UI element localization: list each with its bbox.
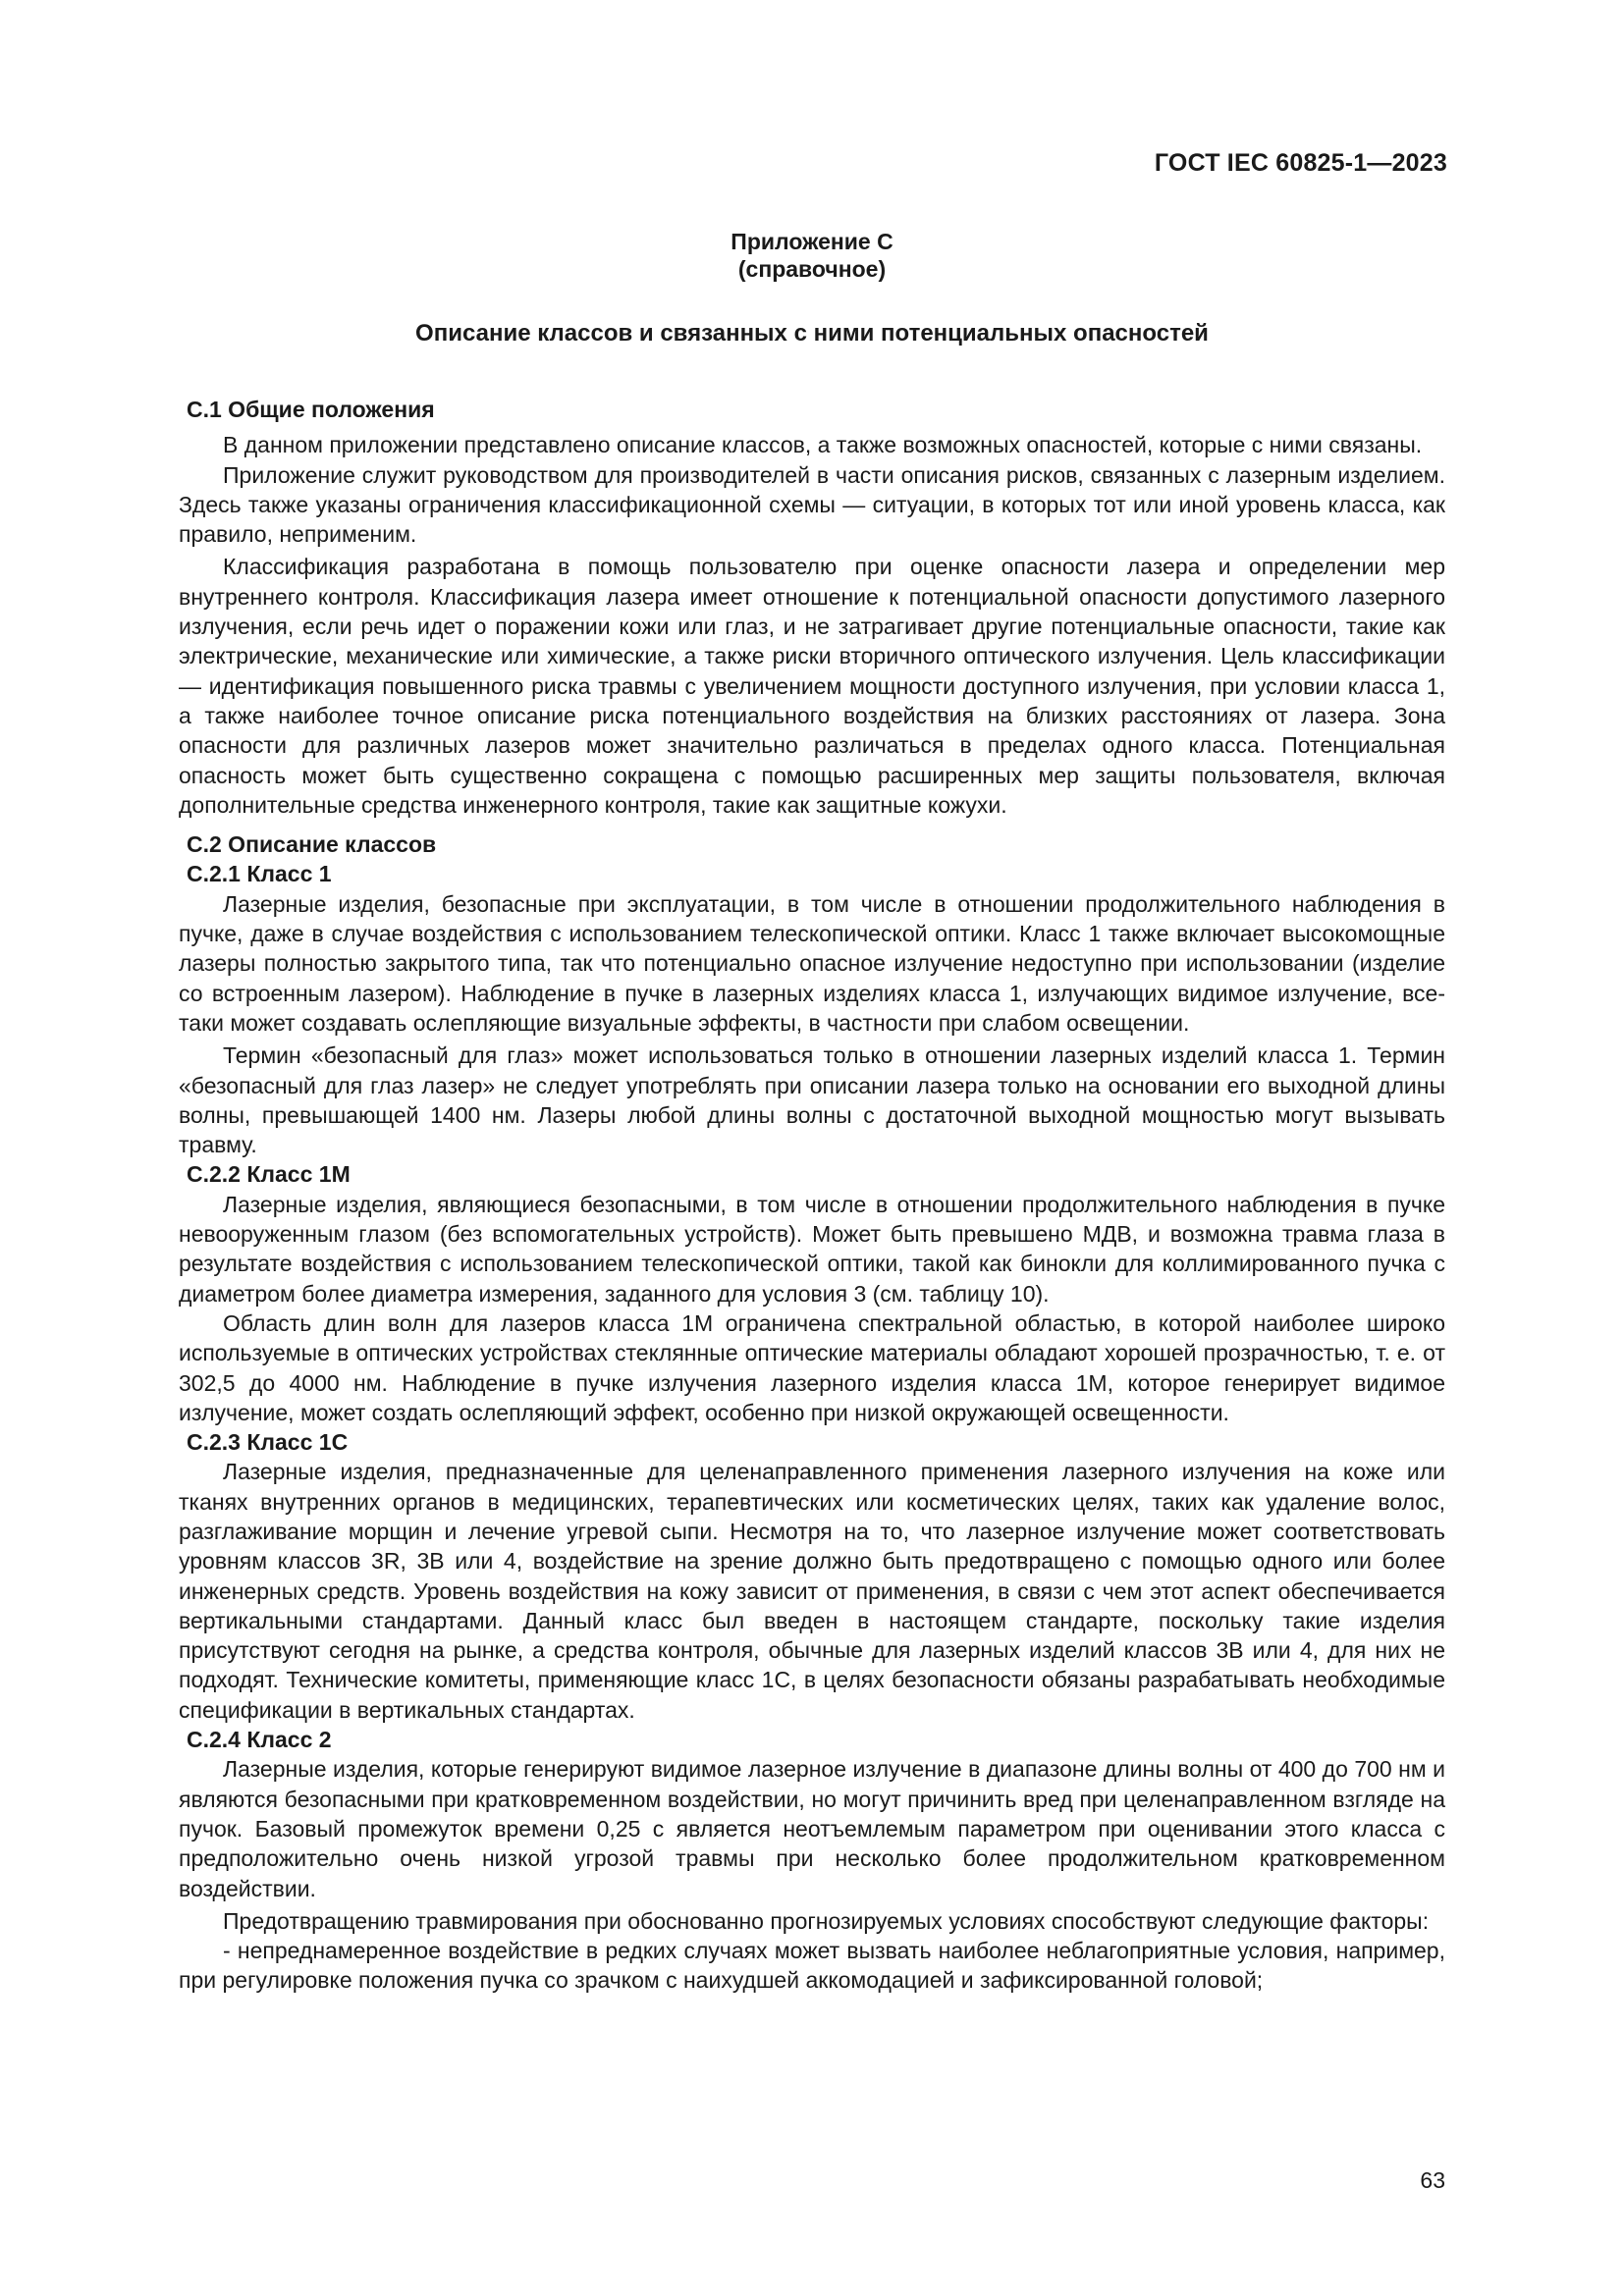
paragraph: Приложение служит руководством для производителей в части описания рисков, связанных с лазерным изделием. Здесь также указаны ограничения классификационной схемы — ситуации, в которых тот или иной уровень класса, как правило, неприменим. [179,461,1445,548]
appendix-label-block [0,228,1624,283]
document-header-id: ГОСТ IEC 60825-1—2023 [1154,149,1447,177]
paragraph: Лазерные изделия, которые генерируют видимое лазерное излучение в диапазоне длины волны от 400 до 700 нм и являются безопасными при кратковременном воздействии, но могут причинить вред при целенаправленном взгляде на пучок. Базовый промежуток времени 0,25 с является неотъемлемым параметром при оценивании этого класса с предположительно очень низкой угрозой травмы при несколько более продолжительном кратковременном воздействии. [179,1756,1445,1901]
paragraph: В данном приложении представлено описание классов, а также возможных опасностей, которые с ними связаны. [223,432,1423,458]
paragraph: Лазерные изделия, предназначенные для целенаправленного применения лазерного излучения на коже или тканях внутренних органов в медицинских, терапевтических или косметических целях, таких как удаление волос, разглаживание морщин и лечение угревой сыпи. Несмотря на то, что лазерное излучение может соответствовать уровням классов 3R, 3В или 4, воздействие на зрение должно быть предотвращено с помощью одного или более инженерных средств. Уровень воздействия на кожу зависит от применения, в связи с чем этот аспект обеспечивается вертикальными стандартами. Данный класс был введен в настоящем стандарте, поскольку такие изделия присутствуют сегодня на рынке, а средства контроля, обычные для лазерных изделий классов 3В или 4, для них не подходят. Технические комитеты, применяющие класс 1С, в целях безопасности обязаны разрабатывать необходимые спецификации в вертикальных стандартах. [179,1459,1445,1723]
page-number: 63 [1420,2167,1445,2193]
paragraph: Лазерные изделия, являющиеся безопасными, в том числе в отношении продолжительного наблюдения в пучке невооруженным глазом (без вспомогательных устройств). Может быть превышено МДВ, и возможна травма глаза в результате воздействия с использованием телескопической оптики, такой как бинокли для коллимированного пучка с диаметром более диаметра измерения, заданного для условия 3 (см. таблицу 10). [179,1191,1445,1307]
paragraph: Область длин волн для лазеров класса 1М ограничена спектральной областью, в которой наиболее широко используемые в оптических устройствах стеклянные оптические материалы обладают хорошей прозрачностью, т. е. от 302,5 до 4000 нм. Наблюдение в пучке излучения лазерного изделия класса 1М, которое генерирует видимое излучение, может создать ослепляющий эффект, особенно при низкой окружающей освещенности. [179,1309,1445,1425]
paragraph: Термин «безопасный для глаз» может использоваться только в отношении лазерных изделий класса 1. Термин «безопасный для глаз лазер» не следует употреблять при описании лазера только на основании его выходной длины волны, превышающей 1400 нм. Лазеры любой длины волны с достаточной выходной мощностью могут вызывать травму. [179,1042,1445,1158]
appendix-label: Приложение С [731,229,893,254]
document-body [179,395,1445,1996]
section-heading-c22: С.2.2 Класс 1М [187,1161,351,1188]
section-heading-c1: С.1 Общие положения [187,397,435,422]
list-item: - непреднамеренное воздействие в редких случаях может вызвать наиболее неблагоприятные условия, например, при регулировке положения пучка со зрачком с наихудшей аккомодацией и зафиксированной головой; [179,1938,1445,1994]
paragraph: Лазерные изделия, безопасные при эксплуатации, в том числе в отношении продолжительного наблюдения в пучке, даже в случае воздействия с использованием телескопической оптики. Класс 1 также включает высокомощные лазеры полностью закрытого типа, так что потенциально опасное излучение недоступно при использовании (изделие со встроенным лазером). Наблюдение в пучке в лазерных изделиях класса 1, излучающих видимое излучение, все-таки может создавать ослепляющие визуальные эффекты, в частности при слабом освещении. [179,890,1445,1036]
paragraph: Классификация разработана в помощь пользователю при оценке опасности лазера и определении мер внутреннего контроля. Классификация лазера имеет отношение к потенциальной опасности допустимого лазерного излучения, если речь идет о поражении кожи или глаз, и не затрагивает другие потенциальные опасности, такие как электрические, механические или химические, а также риски вторичного оптического излучения. Цель классификации — идентификация повышенного риска травмы с увеличением мощности доступного излучения, при условии класса 1, а также наиболее точное описание риска потенциального воздействия на близких расстояниях от лазера. Зона опасности для различных лазеров может значительно различаться в пределах одного класса. Потенциальная опасность может быть существенно сокращена с помощью расширенных мер защиты пользователя, включая дополнительные средства инженерного контроля, такие как защитные кожухи. [179,554,1445,818]
section-heading-c21: С.2.1 Класс 1 [187,861,332,887]
paragraph: Предотвращению травмирования при обоснованно прогнозируемых условиях способствуют следующие факторы: [223,1907,1430,1934]
section-heading-c23: С.2.3 Класс 1С [187,1429,349,1456]
appendix-title: Описание классов и связанных с ними потенциальных опасностей [415,320,1209,347]
appendix-type: (справочное) [737,256,887,282]
section-heading-c2: С.2 Описание классов [187,831,437,858]
section-heading-c24: С.2.4 Класс 2 [187,1727,332,1753]
